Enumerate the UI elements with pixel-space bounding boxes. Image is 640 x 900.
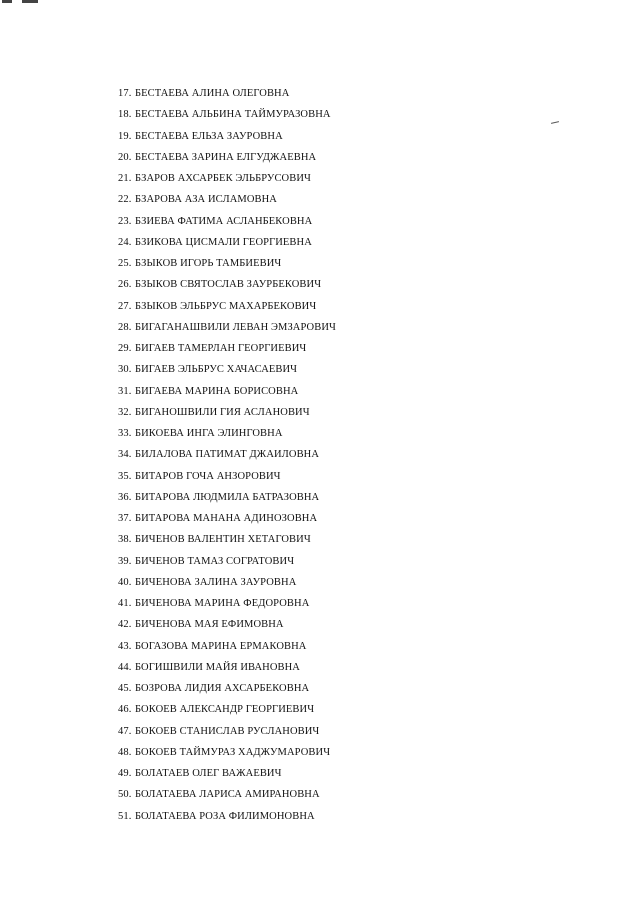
list-item [118, 107, 336, 128]
list-item [118, 171, 336, 192]
list-item-number: 20. [118, 151, 132, 163]
list-item-name: БЕСТАЕВА АЛИНА ОЛЕГОВНА [135, 88, 290, 99]
list-item [118, 150, 336, 171]
list-item-name: БИЛАЛОВА ПАТИМАТ ДЖАИЛОВНА [135, 449, 320, 461]
list-item-name: БОЛАТАЕВА РОЗА ФИЛИМОНОВНА [135, 810, 315, 822]
list-item [118, 256, 336, 277]
list-item [118, 532, 336, 553]
list-item [118, 341, 336, 362]
list-item-number: 28. [118, 321, 132, 333]
list-item [118, 809, 336, 830]
list-item [118, 384, 336, 405]
list-item-name: БИКОЕВА ИНГА ЭЛИНГОВНА [135, 428, 283, 439]
list-item [118, 490, 336, 511]
list-item-name: БЗЫКОВ СВЯТОСЛАВ ЗАУРБЕКОВИЧ [135, 279, 322, 291]
list-item-name: БЗЫКОВ ИГОРЬ ТАМБИЕВИЧ [135, 258, 282, 269]
list-item-name: БИГАЕВ ЭЛЬБРУС ХАЧАСАЕВИЧ [135, 364, 298, 376]
list-item-number: 39. [118, 555, 132, 567]
list-item [118, 745, 336, 766]
list-item-name: БИЧЕНОВА МАРИНА ФЕДОРОВНА [135, 598, 310, 609]
list-item-number: 24. [118, 236, 132, 248]
list-item-number: 26. [118, 279, 132, 291]
list-item-number: 42. [118, 619, 132, 631]
list-item [118, 447, 336, 468]
list-item-number: 21. [118, 173, 132, 184]
list-item-number: 37. [118, 513, 132, 524]
list-item-number: 22. [118, 194, 132, 206]
list-item-number: 38. [118, 534, 132, 546]
list-item [118, 235, 336, 256]
scan-artifact-mark [551, 121, 559, 124]
list-item [118, 617, 336, 638]
list-item-name: БЗАРОВА АЗА ИСЛАМОВНА [135, 194, 277, 206]
list-item [118, 724, 336, 745]
list-item-name: БОГИШВИЛИ МАЙЯ ИВАНОВНА [135, 661, 300, 673]
list-item-name: БЕСТАЕВА АЛЬБИНА ТАЙМУРАЗОВНА [135, 109, 331, 121]
list-item-name: БОЛАТАЕВ ОЛЕГ ВАЖАЕВИЧ [135, 768, 282, 779]
list-item-name: БИГАНОШВИЛИ ГИЯ АСЛАНОВИЧ [135, 406, 310, 418]
list-item-number: 43. [118, 640, 132, 652]
list-item-name: БИЧЕНОВА МАЯ ЕФИМОВНА [135, 619, 284, 631]
list-item-name: БОЗРОВА ЛИДИЯ АХСАРБЕКОВНА [135, 683, 310, 694]
list-item-name: БИГАГАНАШВИЛИ ЛЕВАН ЭМЗАРОВИЧ [135, 321, 336, 333]
list-item-number: 40. [118, 576, 132, 588]
list-item-name: БЗИКОВА ЦИСМАЛИ ГЕОРГИЕВНА [135, 236, 312, 248]
list-item-number: 34. [118, 449, 132, 461]
list-item-number: 47. [118, 725, 132, 737]
list-item [118, 596, 336, 617]
list-item-name: БИГАЕВ ТАМЕРЛАН ГЕОРГИЕВИЧ [135, 343, 307, 354]
list-item [118, 639, 336, 660]
list-item-number: 33. [118, 428, 132, 439]
list-item-number: 41. [118, 598, 132, 609]
list-item [118, 426, 336, 447]
list-item-number: 48. [118, 746, 132, 758]
list-item-name: БИТАРОВА ЛЮДМИЛА БАТРАЗОВНА [135, 491, 320, 503]
list-item [118, 702, 336, 723]
list-item-name: БЗАРОВ АХСАРБЕК ЭЛЬБРУСОВИЧ [135, 173, 311, 184]
name-list [118, 86, 336, 830]
list-item [118, 681, 336, 702]
list-item-number: 46. [118, 704, 132, 716]
list-item [118, 511, 336, 532]
list-item-number: 27. [118, 300, 132, 312]
list-item-number: 51. [118, 810, 132, 822]
list-item-number: 25. [118, 258, 132, 269]
list-item-number: 50. [118, 789, 132, 801]
list-item-name: БЕСТАЕВА ЕЛЬЗА ЗАУРОВНА [135, 130, 283, 142]
list-item-number: 32. [118, 406, 132, 418]
list-item-number: 31. [118, 385, 132, 397]
list-item [118, 554, 336, 575]
list-item-number: 35. [118, 470, 132, 482]
list-item-name: БОЛАТАЕВА ЛАРИСА АМИРАНОВНА [135, 789, 320, 801]
scan-corner-mark [2, 0, 46, 4]
list-item-number: 18. [118, 109, 132, 121]
list-item [118, 362, 336, 383]
list-item-number: 23. [118, 215, 132, 227]
list-item-number: 30. [118, 364, 132, 376]
list-item-name: БИЧЕНОВ ТАМАЗ СОГРАТОВИЧ [135, 555, 295, 567]
list-item [118, 86, 336, 107]
list-item-name: БИТАРОВ ГОЧА АНЗОРОВИЧ [135, 470, 281, 482]
list-item [118, 660, 336, 681]
list-item-name: БИТАРОВА МАНАНА АДИНОЗОВНА [135, 513, 318, 524]
list-item-number: 29. [118, 343, 132, 354]
list-item-number: 17. [118, 88, 132, 99]
list-item [118, 575, 336, 596]
list-item-number: 36. [118, 491, 132, 503]
list-item-name: БИЧЕНОВА ЗАЛИНА ЗАУРОВНА [135, 576, 297, 588]
list-item-name: БОКОЕВ ТАЙМУРАЗ ХАДЖУМАРОВИЧ [135, 746, 331, 758]
list-item [118, 469, 336, 490]
list-item [118, 129, 336, 150]
list-item-name: БИЧЕНОВ ВАЛЕНТИН ХЕТАГОВИЧ [135, 534, 311, 546]
list-item-name: БИГАЕВА МАРИНА БОРИСОВНА [135, 385, 299, 397]
list-item [118, 214, 336, 235]
list-item-number: 49. [118, 768, 132, 779]
list-item-name: БОКОЕВ АЛЕКСАНДР ГЕОРГИЕВИЧ [135, 704, 315, 716]
list-item-name: БОГАЗОВА МАРИНА ЕРМАКОВНА [135, 640, 307, 652]
list-item-name: БЗИЕВА ФАТИМА АСЛАНБЕКОВНА [135, 215, 313, 227]
list-item [118, 766, 336, 787]
list-item-number: 19. [118, 130, 132, 142]
list-item [118, 320, 336, 341]
list-item [118, 192, 336, 213]
list-item-name: БЕСТАЕВА ЗАРИНА ЕЛГУДЖАЕВНА [135, 151, 317, 163]
list-item [118, 299, 336, 320]
list-item-number: 45. [118, 683, 132, 694]
list-item-number: 44. [118, 661, 132, 673]
list-item [118, 787, 336, 808]
list-item [118, 405, 336, 426]
list-item-name: БЗЫКОВ ЭЛЬБРУС МАХАРБЕКОВИЧ [135, 300, 317, 312]
list-item-name: БОКОЕВ СТАНИСЛАВ РУСЛАНОВИЧ [135, 725, 320, 737]
list-item [118, 277, 336, 298]
